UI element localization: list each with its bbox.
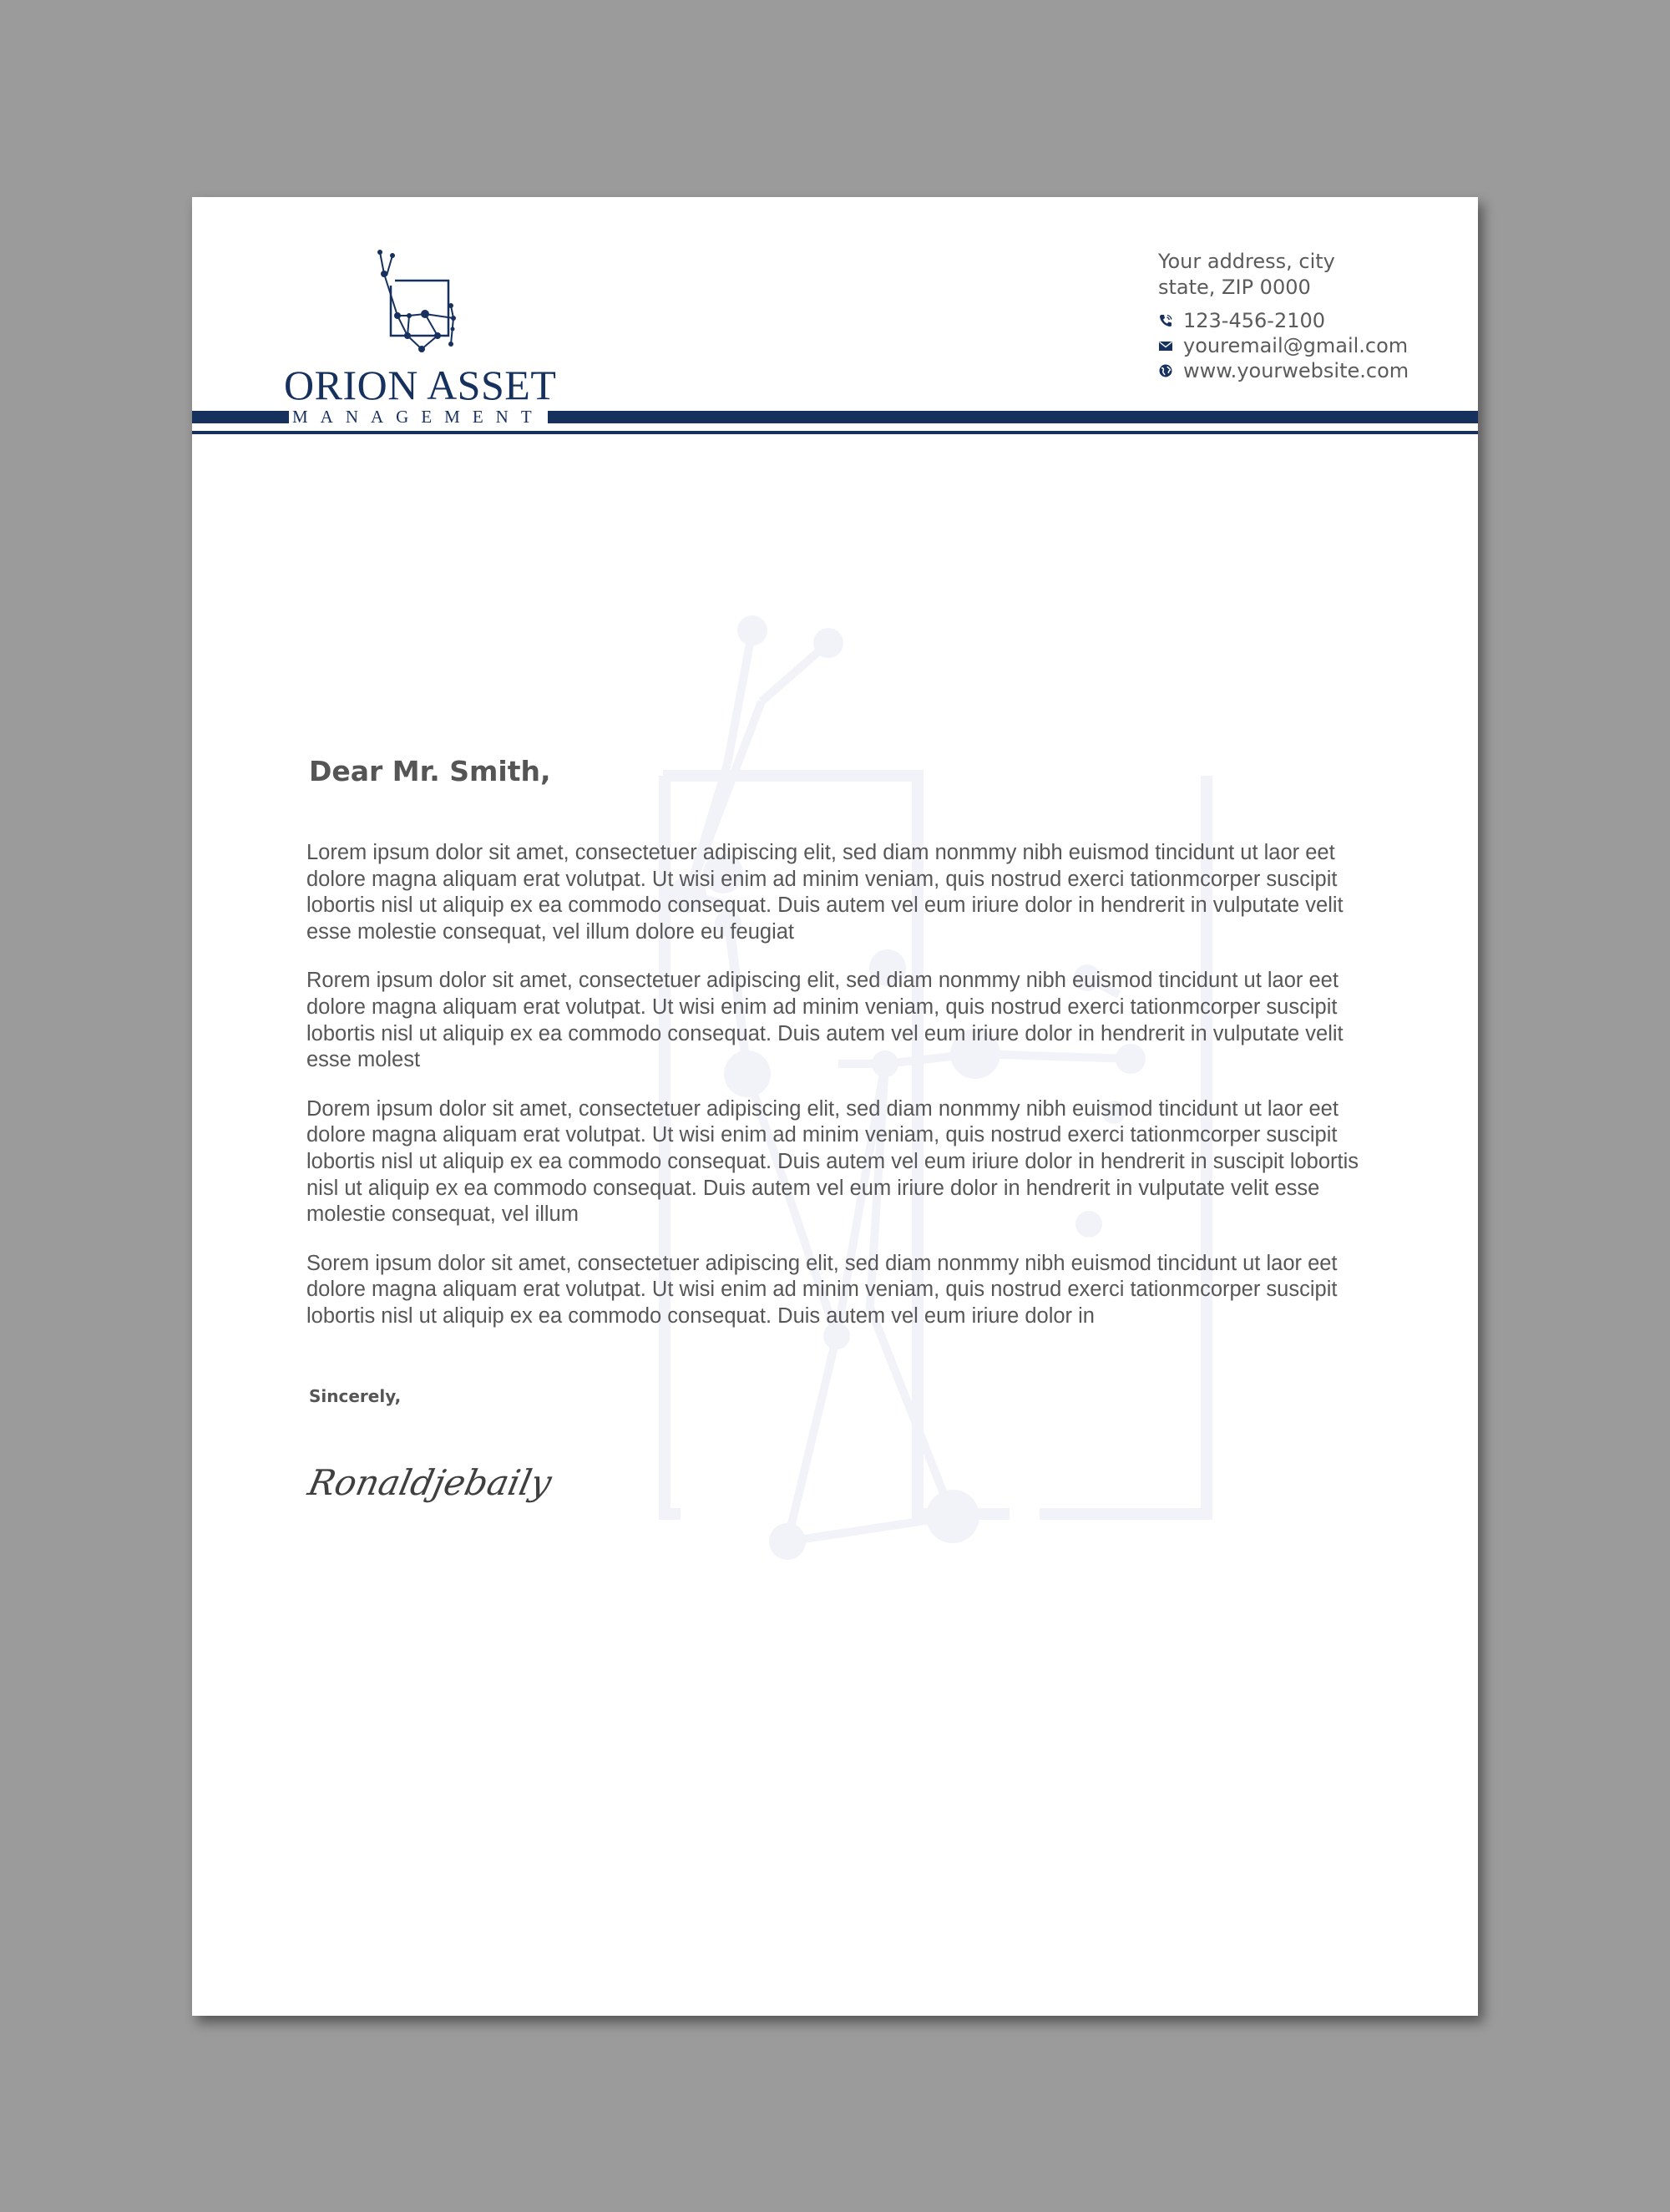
closing: Sincerely, — [309, 1386, 402, 1406]
phone-row — [1158, 308, 1409, 333]
envelope-icon — [1158, 338, 1173, 353]
email-row — [1158, 333, 1409, 358]
phone-icon — [1158, 313, 1173, 328]
body-paragraph: Dorem ipsum dolor sit amet, consectetuer adipiscing elit, sed diam nonmmy nibh euismod tincidunt ut laor eet dolore magna aliquam erat volutpat. Ut wisi enim ad minim veniam, quis nostrud exerci tationmcorper suscipit lobortis nisl ut aliquip ex ea commodo consequat. Duis autem vel eum iriure dolor in hendrerit in suscipit lobortis nisl ut aliquip ex ea commodo consequat. Duis autem vel eum iriure dolor in hendrerit in vulputate velit esse molestie consequat, vel illum — [306, 1096, 1359, 1227]
email-text: youremail@gmail.com — [1183, 334, 1409, 357]
letterhead-page — [192, 197, 1478, 2016]
body-paragraph: Rorem ipsum dolor sit amet, consectetuer adipiscing elit, sed diam nonmmy nibh euismod tincidunt ut laor eet dolore magna aliquam erat volutpat. Ut wisi enim ad minim veniam, quis nostrud exerci tationmcorper suscipit lobortis nisl ut aliquip ex ea commodo consequat. Duis autem vel eum iriure dolor in hendrerit in vulputate velit esse molest — [306, 969, 1344, 1072]
company-name: ORION ASSET — [284, 362, 557, 408]
globe-icon — [1158, 363, 1173, 378]
address-line-2: state, ZIP 0000 — [1158, 276, 1311, 299]
body-paragraph: Sorem ipsum dolor sit amet, consectetuer adipiscing elit, sed diam nonmmy nibh euismod tincidunt ut laor eet dolore magna aliquam erat volutpat. Ut wisi enim ad minim veniam, quis nostrud exerci tationmcorper suscipit lobortis nisl ut aliquip ex ea commodo consequat. Duis autem vel eum iriure dolor in — [306, 1251, 1338, 1328]
body-paragraph: Lorem ipsum dolor sit amet, consectetuer adipiscing elit, sed diam nonmmy nibh euismod tincidunt ut laor eet dolore magna aliquam erat volutpat. Ut wisi enim ad minim veniam, quis nostrud exerci tationmcorper suscipit lobortis nisl ut aliquip ex ea commodo consequat. Duis autem vel eum iriure dolor in hendrerit in vulputate velit esse molestie consequat, vel illum dolore eu feugiat — [306, 841, 1344, 944]
phone-text: 123-456-2100 — [1183, 309, 1326, 332]
website-text: www.yourwebsite.com — [1183, 359, 1409, 382]
address-line-1: Your address, city — [1158, 250, 1335, 273]
header-rule-thin — [192, 431, 1478, 434]
contact-block — [1158, 249, 1409, 383]
letter-body — [306, 840, 1367, 1353]
signature: Ronaldjebaily — [304, 1462, 555, 1503]
orion-logo-icon — [359, 235, 493, 377]
company-subtitle: MANAGEMENT — [289, 408, 548, 426]
salutation: Dear Mr. Smith, — [309, 755, 551, 787]
website-row — [1158, 358, 1409, 383]
